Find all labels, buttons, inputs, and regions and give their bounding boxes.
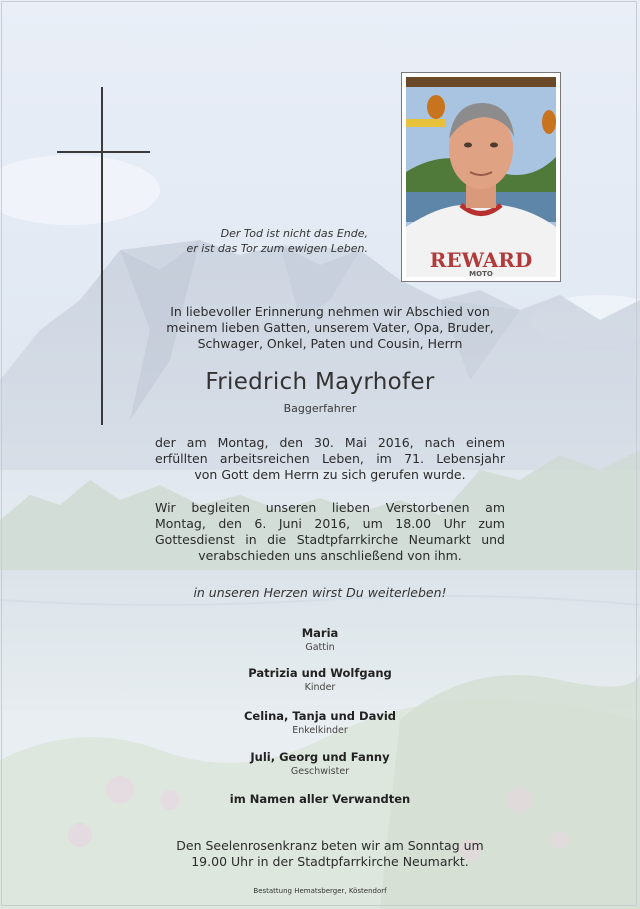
funeral-line: Montag, den 6. Juni 2016, um 18.00 Uhr zum xyxy=(155,516,505,531)
relatives-line: im Namen aller Verwandten xyxy=(229,792,411,806)
mourner-role: Gattin xyxy=(305,642,335,653)
funeral-line: Gottesdienst in die Stadtpfarrkirche Neumarkt und xyxy=(155,532,505,547)
intro-line: In liebevoller Erinnerung nehmen wir Abschied von xyxy=(170,304,490,319)
portrait-photo xyxy=(406,77,556,277)
deceased-name: Friedrich Mayrhofer xyxy=(205,369,435,395)
intro-line: meinem lieben Gatten, unserem Vater, Opa, Bruder, xyxy=(166,320,494,335)
death-notice-line: der am Montag, den 30. Mai 2016, nach einem xyxy=(155,435,505,450)
quote-line: Der Tod ist nicht das Ende, xyxy=(220,227,368,240)
mourner-entry xyxy=(180,750,460,778)
intro-paragraph xyxy=(155,304,505,352)
shirt-text: REWARD xyxy=(429,248,533,272)
memorial-quote xyxy=(150,226,368,256)
death-notice-paragraph xyxy=(155,435,505,483)
deceased-occupation: Baggerfahrer xyxy=(283,402,357,415)
motto: in unseren Herzen wirst Du weiterleben! xyxy=(193,585,447,600)
rosary-line: 19.00 Uhr in der Stadtpfarrkirche Neumarkt. xyxy=(191,854,469,869)
funeral-line: verabschieden uns anschließend von ihm. xyxy=(198,548,462,563)
mourner-name: Celina, Tanja und David xyxy=(243,709,397,723)
death-notice-line: von Gott dem Herrn zu sich gerufen wurde. xyxy=(194,467,466,482)
death-notice-line: erfüllten arbeitsreichen Leben, im 71. Lebensjahr xyxy=(155,451,505,466)
mourner-role: Geschwister xyxy=(290,766,350,777)
cross-icon xyxy=(101,87,103,425)
quote-line: er ist das Tor zum ewigen Leben. xyxy=(186,242,368,255)
rosary-line: Den Seelenrosenkranz beten wir am Sonntag um xyxy=(176,838,484,853)
mourner-name: Maria xyxy=(301,626,339,640)
intro-line: Schwager, Onkel, Paten und Cousin, Herrn xyxy=(197,336,463,351)
shirt-subtext: MOTO xyxy=(469,270,493,277)
cross-icon-bar xyxy=(57,151,150,153)
mourner-role: Kinder xyxy=(304,682,336,693)
funeral-line: Wir begleiten unseren lieben Verstorbenen am xyxy=(155,500,505,515)
rosary-paragraph xyxy=(155,838,505,870)
funeral-paragraph xyxy=(155,500,505,564)
portrait-frame xyxy=(401,72,561,282)
mourner-entry xyxy=(180,626,460,654)
mourner-entry xyxy=(180,709,460,737)
mourner-role: Enkelkinder xyxy=(292,725,348,736)
funeral-home-credit: Bestattung Hematsberger, Köstendorf xyxy=(253,887,387,895)
mourner-entry xyxy=(180,666,460,694)
mourner-name: Patrizia und Wolfgang xyxy=(248,666,392,680)
mourner-name: Juli, Georg und Fanny xyxy=(250,750,390,764)
